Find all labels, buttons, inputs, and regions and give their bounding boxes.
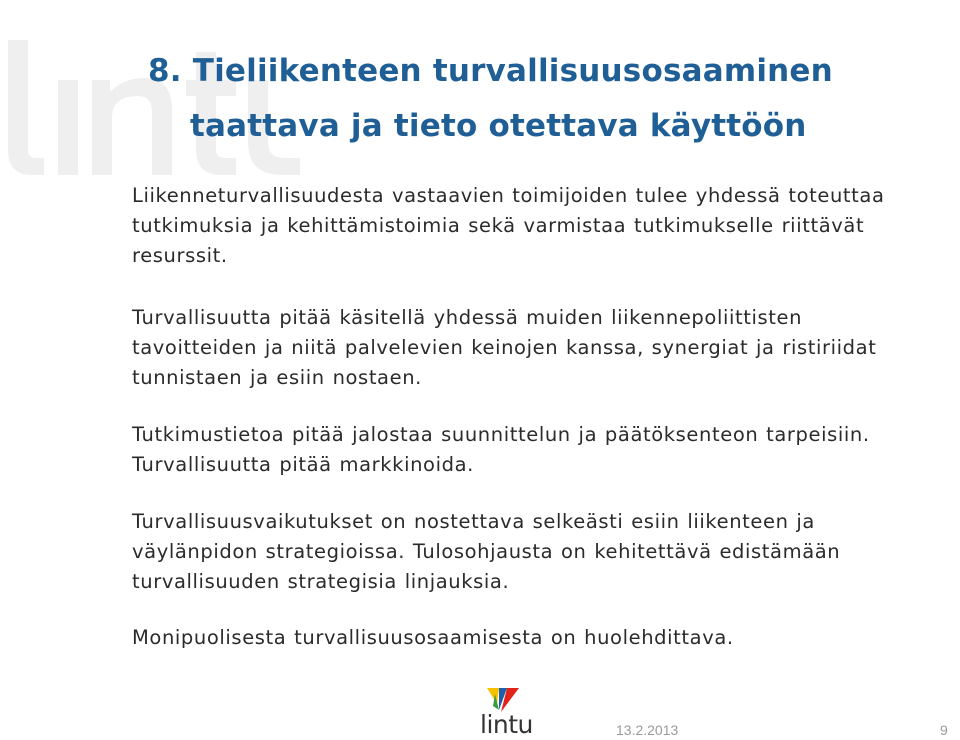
- lintu-logo-text: lintu: [480, 710, 533, 739]
- slide-title: [148, 44, 948, 154]
- page-number: 9: [940, 722, 948, 738]
- slide-title-line1: 8. Tieliikenteen turvallisuusosaaminen: [148, 53, 833, 89]
- slide-title-line2: taattava ja tieto otettava käyttöön: [190, 108, 807, 144]
- body-paragraph-3: Tutkimustietoa pitää jalostaa suunnittelun ja päätöksenteon tarpeisiin. Turvallisuutta pitää markkinoida.: [132, 423, 870, 476]
- body-paragraph-5: Monipuolisesta turvallisuusosaamisesta on huolehdittava.: [132, 626, 734, 649]
- lintu-logo: [478, 686, 548, 738]
- body-paragraph-2: Turvallisuutta pitää käsitellä yhdessä muiden liikennepoliittisten tavoitteiden ja niitä palvelevien keinojen kanssa, synergiat ja ristiriidat tunnistaen ja esiin nostaen.: [132, 306, 877, 389]
- footer-date: 13.2.2013: [616, 722, 679, 738]
- body-paragraph-4: Turvallisuusvaikutukset on nostettava selkeästi esiin liikenteen ja väylänpidon strategioissa. Tulosohjausta on kehitettävä edistämään turvallisuuden strategisia linjauksia.: [132, 510, 841, 593]
- body-paragraph-1: Liikenneturvallisuudesta vastaavien toimijoiden tulee yhdessä toteuttaa tutkimuksia ja kehittämistoimia sekä varmistaa tutkimukselle riittävät resurssit.: [132, 184, 885, 267]
